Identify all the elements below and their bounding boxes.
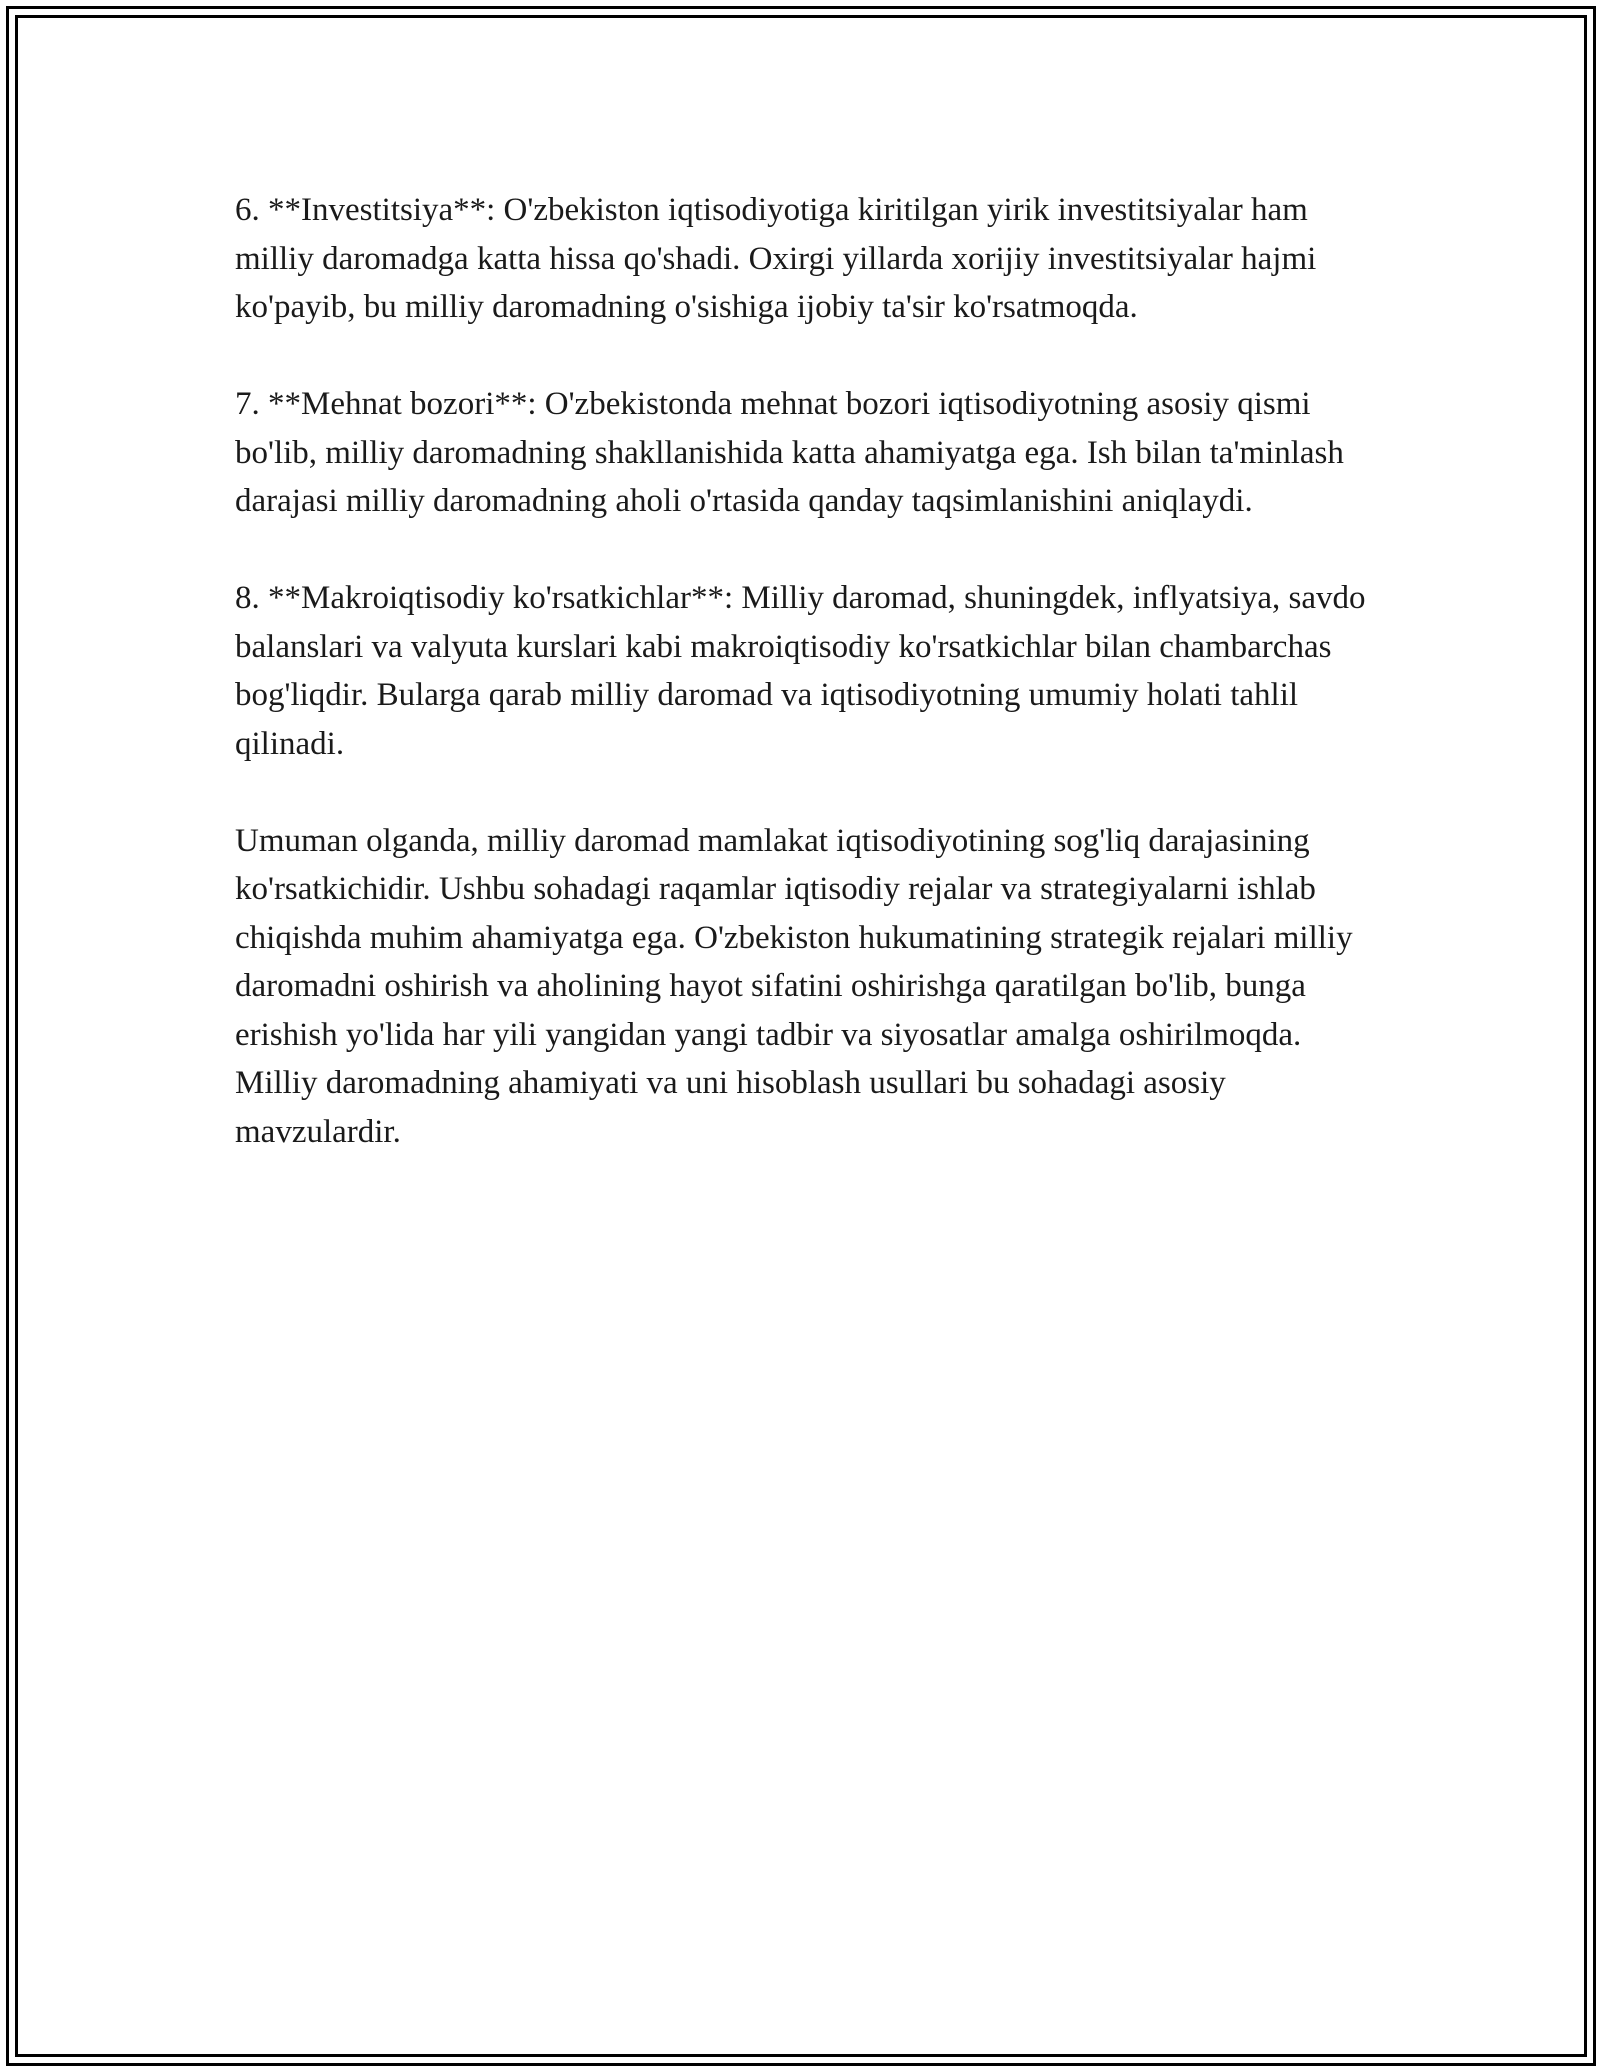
paragraph-makroiqtisodiy: 8. **Makroiqtisodiy ko'rsatkichlar**: Milliy daromad, shuningdek, inflyatsiya, savdo balanslari va valyuta kurslari kabi makroiqtisodiy ko'rsatkichlar bilan chambarchas bog'liqdir. Bularga qarab milliy daromad va iqtisodiyotning umumiy holati tahlil qilinadi. <box>235 580 1366 762</box>
paragraph-mehnat-bozori: 7. **Mehnat bozori**: O'zbekistonda mehnat bozori iqtisodiyotning asosiy qismi bo'lib, milliy daromadning shakllanishida katta ahamiyatga ega. Ish bilan ta'minlash darajasi milliy daromadning aholi o'rtasida qanday taqsimlanishini aniqlaydi. <box>235 386 1344 519</box>
paragraph-conclusion: Umuman olganda, milliy daromad mamlakat iqtisodiyotining sog'liq darajasining ko'rsatkichidir. Ushbu sohadagi raqamlar iqtisodiy rejalar va strategiyalarni ishlab chiqishda muhim ahamiyatga ega. O'zbekiston hukumatining strategik rejalari milliy daromadni oshirish va aholining hayot sifatini oshirishga qaratilgan bo'lib, bunga erishish yo'lida har yili yangidan yangi tadbir va siyosatlar amalga oshirilmoqda. Milliy daromadning ahamiyati va uni hisoblash usullari bu sohadagi asosiy mavzulardir. <box>235 822 1353 1150</box>
paragraph-investitsiya: 6. **Investitsiya**: O'zbekiston iqtisodiyotiga kiritilgan yirik investitsiyalar ham milliy daromadga katta hissa qo'shadi. Oxirgi yillarda xorijiy investitsiyalar hajmi ko'payib, bu milliy daromadning o'sishiga ijobiy ta'sir ko'rsatmoqda. <box>235 192 1317 325</box>
document-body <box>235 186 1375 1205</box>
